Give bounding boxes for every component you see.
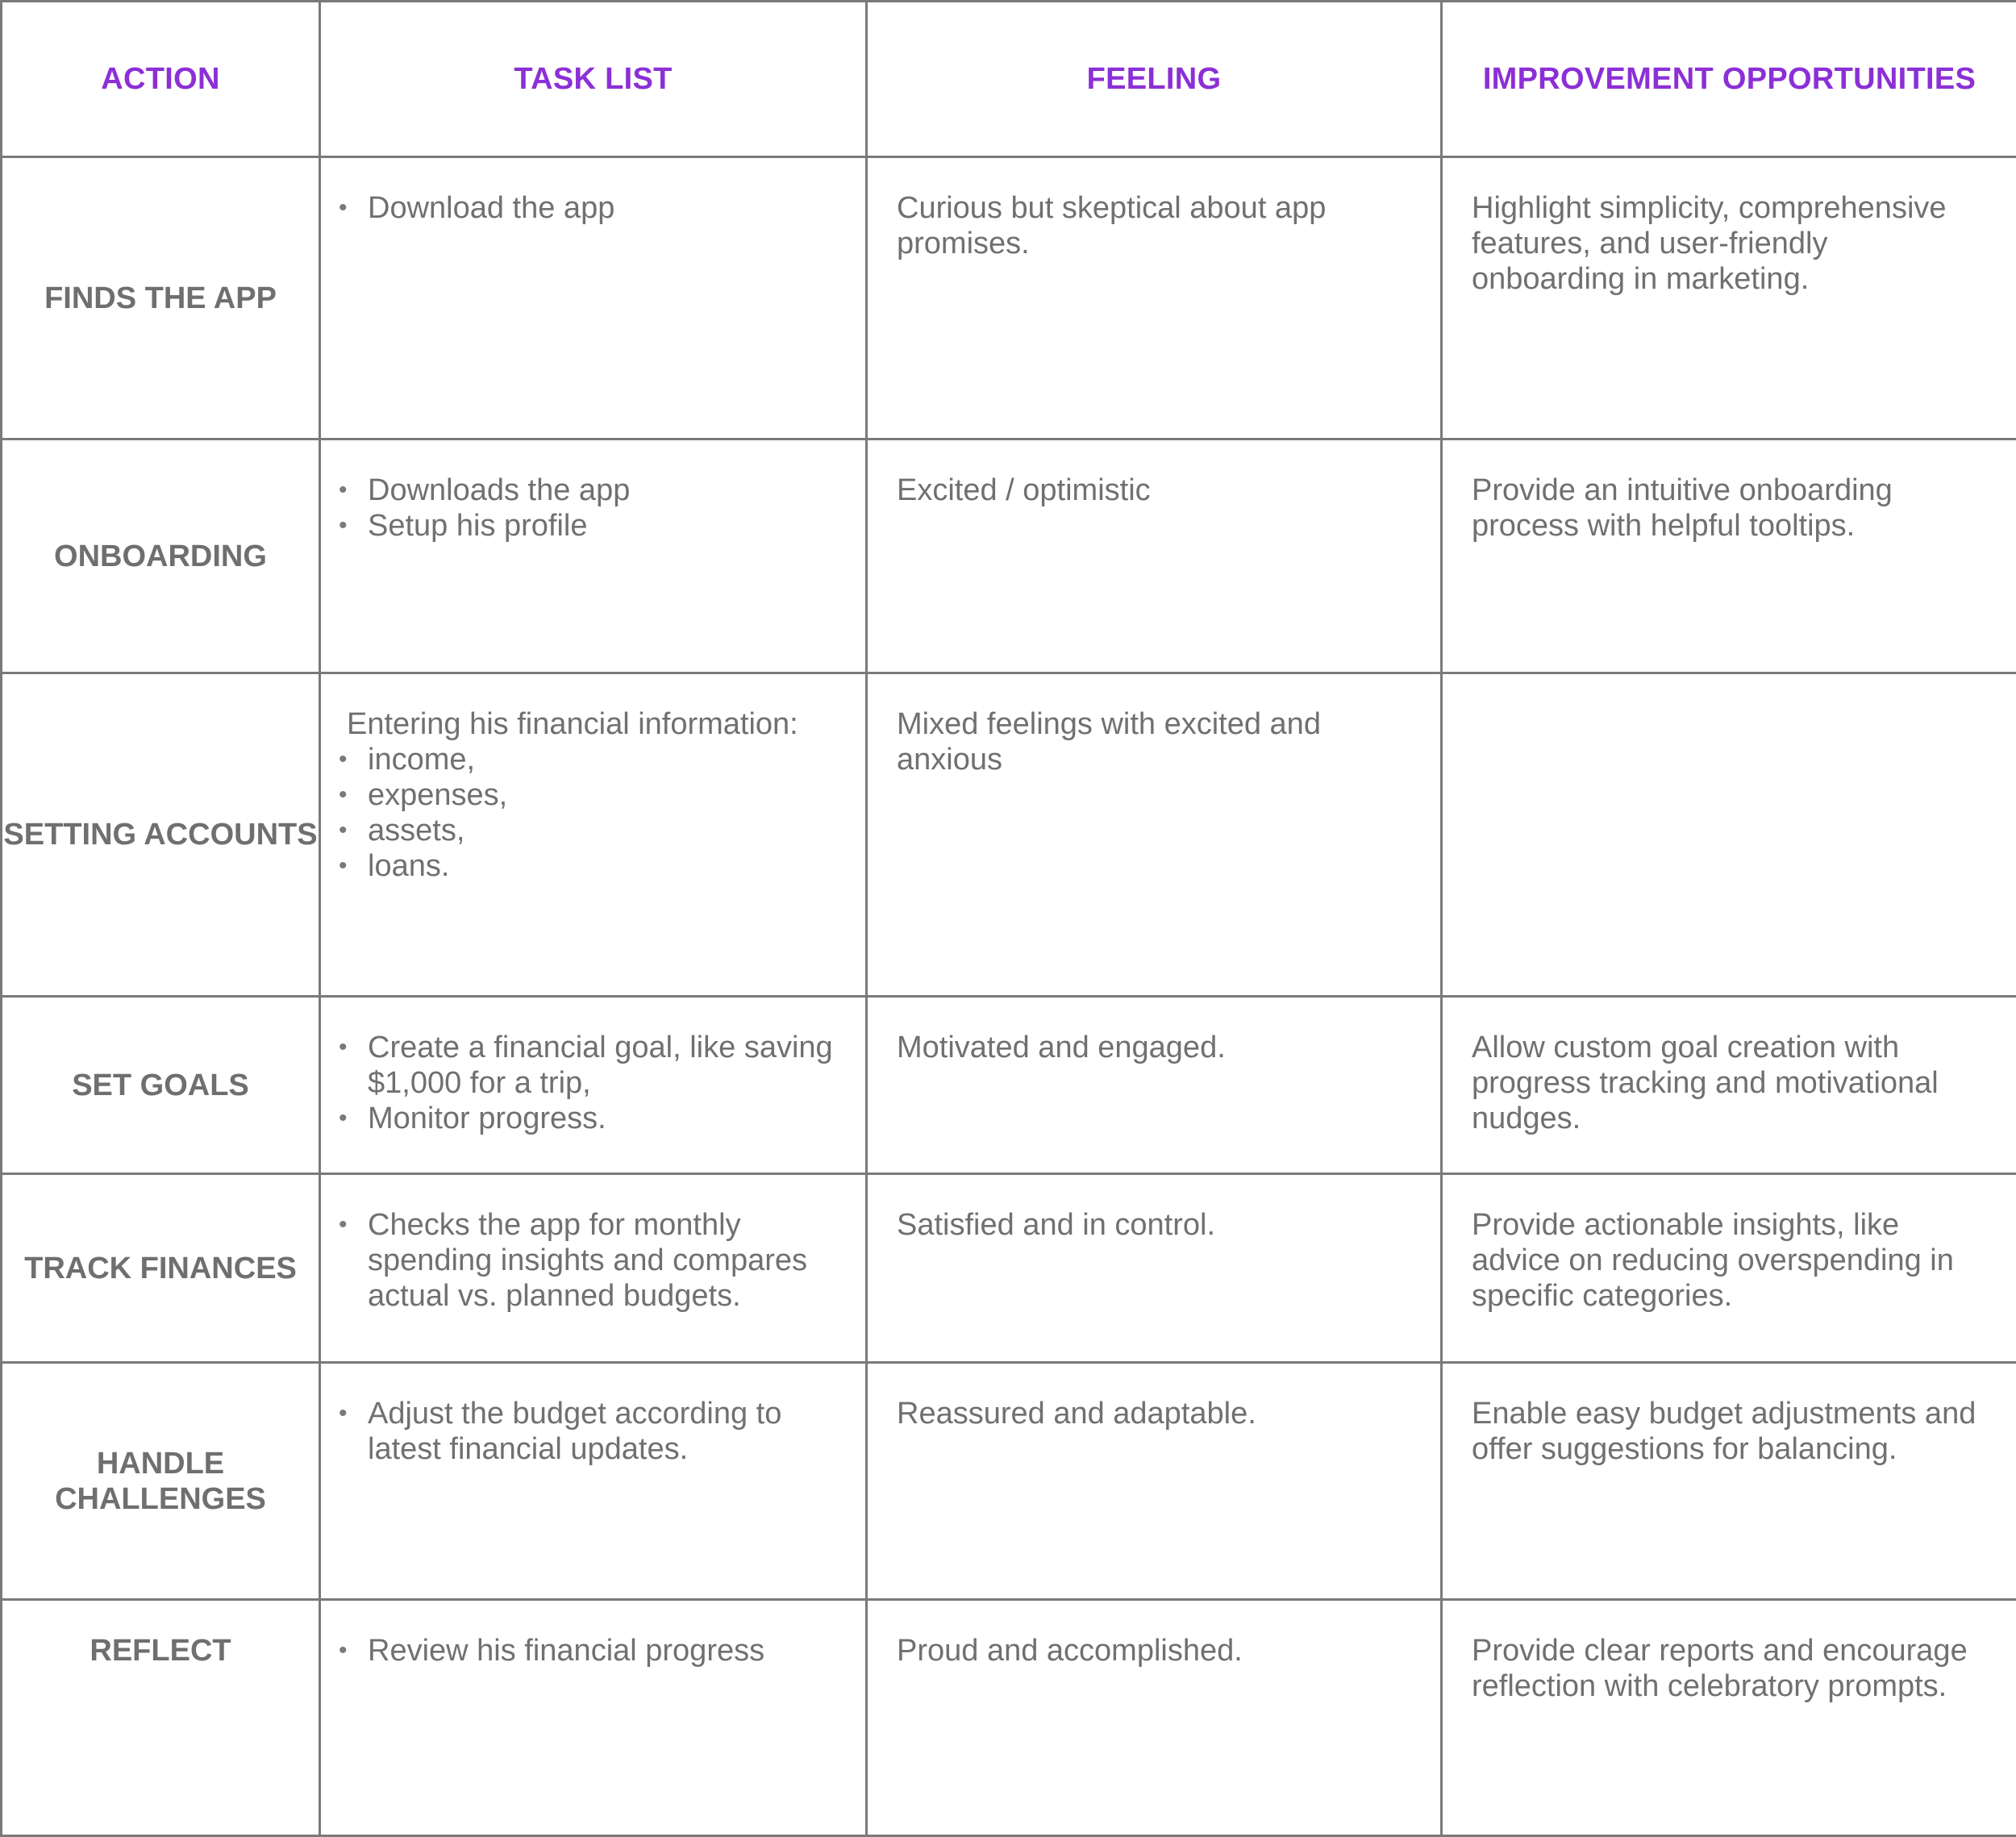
feeling-cell: [867, 673, 1442, 997]
task-item: • loans.: [339, 848, 865, 884]
task-list-cell: [320, 1363, 867, 1600]
task-item: • Downloads the app: [339, 473, 841, 508]
task-list: [321, 742, 865, 884]
action-cell: SET GOALS: [2, 997, 320, 1174]
table-row: [2, 1363, 2016, 1600]
feeling-text: Satisfied and in control.: [868, 1175, 1440, 1243]
task-list-cell: [320, 157, 867, 439]
task-list-cell: [320, 1174, 867, 1363]
feeling-cell: [867, 997, 1442, 1174]
table-row: [2, 157, 2016, 439]
feeling-text: Motivated and engaged.: [868, 998, 1440, 1065]
improvement-cell: [1442, 1174, 2016, 1363]
action-cell: FINDS THE APP: [2, 157, 320, 439]
action-cell: TRACK FINANCES: [2, 1174, 320, 1363]
task-list: [321, 1364, 865, 1467]
feeling-text: Mixed feelings with excited and anxious: [868, 674, 1440, 777]
feeling-text: Curious but skeptical about app promises.: [868, 158, 1440, 261]
improvement-cell: [1442, 439, 2016, 673]
task-list-cell: [320, 673, 867, 997]
table-row: [2, 439, 2016, 673]
action-cell: REFLECT: [2, 1600, 320, 1836]
task-list: [321, 1175, 865, 1314]
header-task-list: TASK LIST: [320, 2, 867, 157]
feeling-cell: [867, 439, 1442, 673]
action-cell: HANDLE CHALLENGES: [2, 1363, 320, 1600]
improvement-cell: [1442, 157, 2016, 439]
task-list-cell: [320, 997, 867, 1174]
feeling-cell: [867, 157, 1442, 439]
improvement-text: Highlight simplicity, comprehensive features, and user-friendly onboarding in marketing.: [1443, 158, 2016, 297]
header-improvement-opportunities: IMPROVEMENT OPPORTUNITIES: [1442, 2, 2016, 157]
feeling-text: Proud and accomplished.: [868, 1601, 1440, 1668]
task-list-cell: [320, 439, 867, 673]
task-item: • expenses,: [339, 777, 865, 813]
header-action: ACTION: [2, 2, 320, 157]
task-list: [321, 998, 865, 1136]
task-item: • assets,: [339, 813, 865, 848]
improvement-text: Allow custom goal creation with progress tracking and motivational nudges.: [1443, 998, 2016, 1136]
task-list: [321, 440, 865, 544]
feeling-text: Excited / optimistic: [868, 440, 1440, 508]
improvement-text: [1443, 674, 2016, 706]
improvement-cell: [1442, 1600, 2016, 1836]
task-intro-text: Entering his financial information:: [321, 674, 865, 742]
action-cell: SETTING ACCOUNTS: [2, 673, 320, 997]
feeling-text: Reassured and adaptable.: [868, 1364, 1440, 1431]
feeling-cell: [867, 1363, 1442, 1600]
task-item: • income,: [339, 742, 865, 777]
action-cell: ONBOARDING: [2, 439, 320, 673]
improvement-text: Provide actionable insights, like advice on reducing overspending in specific categories.: [1443, 1175, 2016, 1314]
task-item: • Adjust the budget according to latest financial updates.: [339, 1396, 841, 1467]
table-row: [2, 997, 2016, 1174]
table-row: [2, 673, 2016, 997]
task-item: • Review his financial progress: [339, 1633, 841, 1668]
task-item: • Create a financial goal, like saving $1,000 for a trip,: [339, 1030, 841, 1101]
improvement-text: Provide clear reports and encourage reflection with celebratory prompts.: [1443, 1601, 2016, 1704]
task-list: [321, 1601, 865, 1668]
improvement-text: Provide an intuitive onboarding process with helpful tooltips.: [1443, 440, 2016, 544]
header-row: [2, 2, 2016, 157]
improvement-cell: [1442, 997, 2016, 1174]
feeling-cell: [867, 1174, 1442, 1363]
task-item: • Download the app: [339, 190, 841, 226]
improvement-cell: [1442, 673, 2016, 997]
task-list-cell: [320, 1600, 867, 1836]
header-feeling: FEELING: [867, 2, 1442, 157]
task-list: [321, 158, 865, 226]
improvement-text: Enable easy budget adjustments and offer suggestions for balancing.: [1443, 1364, 2016, 1467]
task-item: • Checks the app for monthly spending insights and compares actual vs. planned budgets.: [339, 1207, 841, 1314]
task-item: • Monitor progress.: [339, 1101, 841, 1136]
feeling-cell: [867, 1600, 1442, 1836]
table-row: [2, 1174, 2016, 1363]
task-item: • Setup his profile: [339, 508, 841, 544]
table-row: [2, 1600, 2016, 1836]
improvement-cell: [1442, 1363, 2016, 1600]
